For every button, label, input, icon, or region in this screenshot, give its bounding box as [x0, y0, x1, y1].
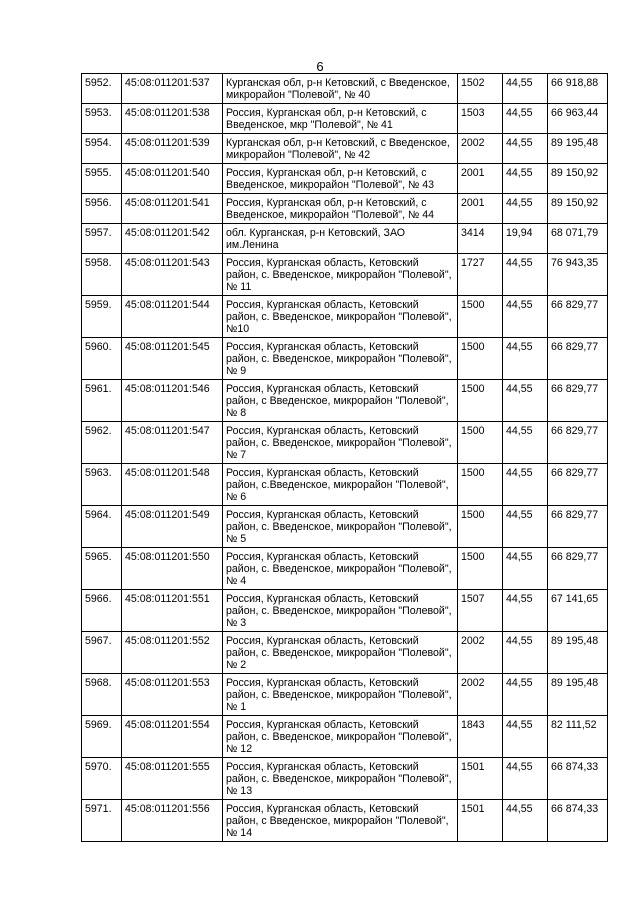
- rate-cell: 44,55: [503, 74, 548, 104]
- address-cell: обл. Курганская, р-н Кетовский, ЗАО им.Ленина: [223, 224, 458, 254]
- row-number-cell: 5970.: [82, 758, 122, 800]
- row-number-cell: 5952.: [82, 74, 122, 104]
- cadastral-value-cell: 66 829,77: [548, 422, 608, 464]
- address-cell: Россия, Курганская область, Кетовский район, с.Введенское, микрорайон "Полевой", № 6: [223, 464, 458, 506]
- table-row: [82, 548, 608, 590]
- row-number-cell: 5953.: [82, 104, 122, 134]
- cadastral-value-cell: 89 150,92: [548, 164, 608, 194]
- area-cell: 2002: [458, 632, 503, 674]
- row-number-cell: 5962.: [82, 422, 122, 464]
- address-cell: Россия, Курганская обл, р-н Кетовский, с Введенское, мкр "Полевой", № 41: [223, 104, 458, 134]
- rate-cell: 44,55: [503, 548, 548, 590]
- cadastral-value-cell: 66 829,77: [548, 464, 608, 506]
- table-row: [82, 422, 608, 464]
- cadastral-number-cell: 45:08:011201:541: [122, 194, 223, 224]
- cadastral-number-cell: 45:08:011201:553: [122, 674, 223, 716]
- area-cell: 1500: [458, 506, 503, 548]
- address-cell: Россия, Курганская обл, р-н Кетовский, с Введенское, микрорайон "Полевой", № 44: [223, 194, 458, 224]
- rate-cell: 44,55: [503, 800, 548, 842]
- cadastral-number-cell: 45:08:011201:548: [122, 464, 223, 506]
- cadastral-number-cell: 45:08:011201:544: [122, 296, 223, 338]
- cadastral-value-cell: 82 111,52: [548, 716, 608, 758]
- cadastral-value-cell: 89 195,48: [548, 674, 608, 716]
- row-number-cell: 5965.: [82, 548, 122, 590]
- cadastral-number-cell: 45:08:011201:549: [122, 506, 223, 548]
- cadastral-value-cell: 89 150,92: [548, 194, 608, 224]
- cadastral-value-cell: 66 829,77: [548, 506, 608, 548]
- cadastral-number-cell: 45:08:011201:556: [122, 800, 223, 842]
- cadastral-value-cell: 66 963,44: [548, 104, 608, 134]
- page-number: 6: [316, 59, 324, 74]
- cadastral-value-cell: 66 918,88: [548, 74, 608, 104]
- cadastral-number-cell: 45:08:011201:545: [122, 338, 223, 380]
- table-row: [82, 632, 608, 674]
- cadastral-value-cell: 66 829,77: [548, 338, 608, 380]
- table-row: [82, 134, 608, 164]
- cadastral-value-cell: 66 874,33: [548, 800, 608, 842]
- row-number-cell: 5960.: [82, 338, 122, 380]
- address-cell: Россия, Курганская область, Кетовский район, с. Введенское, микрорайон "Полевой", №10: [223, 296, 458, 338]
- rate-cell: 44,55: [503, 674, 548, 716]
- cadastral-number-cell: 45:08:011201:546: [122, 380, 223, 422]
- row-number-cell: 5958.: [82, 254, 122, 296]
- cadastral-value-cell: 67 141,65: [548, 590, 608, 632]
- area-cell: 3414: [458, 224, 503, 254]
- table-row: [82, 758, 608, 800]
- rate-cell: 44,55: [503, 380, 548, 422]
- area-cell: 1500: [458, 422, 503, 464]
- rate-cell: 44,55: [503, 716, 548, 758]
- rate-cell: 44,55: [503, 632, 548, 674]
- address-cell: Курганская обл, р-н Кетовский, с Введенское, микрорайон "Полевой", № 42: [223, 134, 458, 164]
- cadastral-number-cell: 45:08:011201:540: [122, 164, 223, 194]
- row-number-cell: 5967.: [82, 632, 122, 674]
- table-row: [82, 506, 608, 548]
- area-cell: 2001: [458, 194, 503, 224]
- row-number-cell: 5955.: [82, 164, 122, 194]
- area-cell: 1507: [458, 590, 503, 632]
- cadastral-number-cell: 45:08:011201:551: [122, 590, 223, 632]
- cadastral-number-cell: 45:08:011201:542: [122, 224, 223, 254]
- cadastral-number-cell: 45:08:011201:547: [122, 422, 223, 464]
- cadastral-value-cell: 66 829,77: [548, 548, 608, 590]
- address-cell: Россия, Курганская область, Кетовский район, с. Введенское, микрорайон "Полевой", № 11: [223, 254, 458, 296]
- row-number-cell: 5956.: [82, 194, 122, 224]
- row-number-cell: 5964.: [82, 506, 122, 548]
- rate-cell: 44,55: [503, 338, 548, 380]
- cadastral-number-cell: 45:08:011201:550: [122, 548, 223, 590]
- area-cell: 1501: [458, 758, 503, 800]
- table-row: [82, 590, 608, 632]
- table-row: [82, 296, 608, 338]
- cadastral-number-cell: 45:08:011201:539: [122, 134, 223, 164]
- rate-cell: 44,55: [503, 104, 548, 134]
- area-cell: 1500: [458, 464, 503, 506]
- cadastral-value-cell: 66 829,77: [548, 296, 608, 338]
- table-row: [82, 254, 608, 296]
- rate-cell: 44,55: [503, 422, 548, 464]
- rate-cell: 44,55: [503, 254, 548, 296]
- row-number-cell: 5954.: [82, 134, 122, 164]
- table-row: [82, 464, 608, 506]
- rate-cell: 19,94: [503, 224, 548, 254]
- cadastral-number-cell: 45:08:011201:537: [122, 74, 223, 104]
- table-row: [82, 224, 608, 254]
- row-number-cell: 5966.: [82, 590, 122, 632]
- address-cell: Россия, Курганская область, Кетовский район, с. Введенское, микрорайон "Полевой", № 1: [223, 674, 458, 716]
- cadastral-number-cell: 45:08:011201:538: [122, 104, 223, 134]
- cadastral-value-cell: 76 943,35: [548, 254, 608, 296]
- cadastral-value-cell: 89 195,48: [548, 632, 608, 674]
- area-cell: 2002: [458, 134, 503, 164]
- cadastral-value-cell: 66 874,33: [548, 758, 608, 800]
- table-row: [82, 164, 608, 194]
- rate-cell: 44,55: [503, 296, 548, 338]
- area-cell: 1501: [458, 800, 503, 842]
- rate-cell: 44,55: [503, 194, 548, 224]
- land-registry-table: [81, 73, 608, 842]
- cadastral-number-cell: 45:08:011201:554: [122, 716, 223, 758]
- rate-cell: 44,55: [503, 464, 548, 506]
- area-cell: 1503: [458, 104, 503, 134]
- row-number-cell: 5957.: [82, 224, 122, 254]
- row-number-cell: 5971.: [82, 800, 122, 842]
- address-cell: Россия, Курганская область, Кетовский район, с. Введенское, микрорайон "Полевой", № 4: [223, 548, 458, 590]
- area-cell: 1500: [458, 338, 503, 380]
- cadastral-value-cell: 68 071,79: [548, 224, 608, 254]
- rate-cell: 44,55: [503, 758, 548, 800]
- row-number-cell: 5968.: [82, 674, 122, 716]
- cadastral-value-cell: 66 829,77: [548, 380, 608, 422]
- rate-cell: 44,55: [503, 134, 548, 164]
- area-cell: 1500: [458, 380, 503, 422]
- row-number-cell: 5961.: [82, 380, 122, 422]
- area-cell: 1727: [458, 254, 503, 296]
- rate-cell: 44,55: [503, 506, 548, 548]
- cadastral-value-cell: 89 195,48: [548, 134, 608, 164]
- table-row: [82, 194, 608, 224]
- area-cell: 1843: [458, 716, 503, 758]
- address-cell: Россия, Курганская область, Кетовский район, с. Введенское, микрорайон "Полевой", № 3: [223, 590, 458, 632]
- area-cell: 2001: [458, 164, 503, 194]
- area-cell: 1502: [458, 74, 503, 104]
- table-row: [82, 716, 608, 758]
- rate-cell: 44,55: [503, 164, 548, 194]
- address-cell: Россия, Курганская область, Кетовский район, с. Введенское, микрорайон "Полевой", № 13: [223, 758, 458, 800]
- row-number-cell: 5969.: [82, 716, 122, 758]
- address-cell: Россия, Курганская область, Кетовский район, с. Введенское, микрорайон "Полевой", № 7: [223, 422, 458, 464]
- address-cell: Россия, Курганская область, Кетовский район, с Введенское, микрорайон "Полевой", № 8: [223, 380, 458, 422]
- table-row: [82, 380, 608, 422]
- table-row: [82, 674, 608, 716]
- rate-cell: 44,55: [503, 590, 548, 632]
- table-row: [82, 104, 608, 134]
- address-cell: Курганская обл, р-н Кетовский, с Введенское, микрорайон "Полевой", № 40: [223, 74, 458, 104]
- area-cell: 2002: [458, 674, 503, 716]
- cadastral-number-cell: 45:08:011201:555: [122, 758, 223, 800]
- address-cell: Россия, Курганская область, Кетовский район, с Введенское, микрорайон "Полевой", № 14: [223, 800, 458, 842]
- address-cell: Россия, Курганская область, Кетовский район, с. Введенское, микрорайон "Полевой", № 2: [223, 632, 458, 674]
- row-number-cell: 5959.: [82, 296, 122, 338]
- cadastral-number-cell: 45:08:011201:543: [122, 254, 223, 296]
- cadastral-number-cell: 45:08:011201:552: [122, 632, 223, 674]
- address-cell: Россия, Курганская обл, р-н Кетовский, с Введенское, микрорайон "Полевой", № 43: [223, 164, 458, 194]
- address-cell: Россия, Курганская область, Кетовский район, с. Введенское, микрорайон "Полевой", № 5: [223, 506, 458, 548]
- area-cell: 1500: [458, 296, 503, 338]
- address-cell: Россия, Курганская область, Кетовский район, с. Введенское, микрорайон "Полевой", № 12: [223, 716, 458, 758]
- area-cell: 1500: [458, 548, 503, 590]
- table-row: [82, 338, 608, 380]
- row-number-cell: 5963.: [82, 464, 122, 506]
- address-cell: Россия, Курганская область, Кетовский район, с. Введенское, микрорайон "Полевой", № 9: [223, 338, 458, 380]
- table-row: [82, 800, 608, 842]
- table-row: [82, 74, 608, 104]
